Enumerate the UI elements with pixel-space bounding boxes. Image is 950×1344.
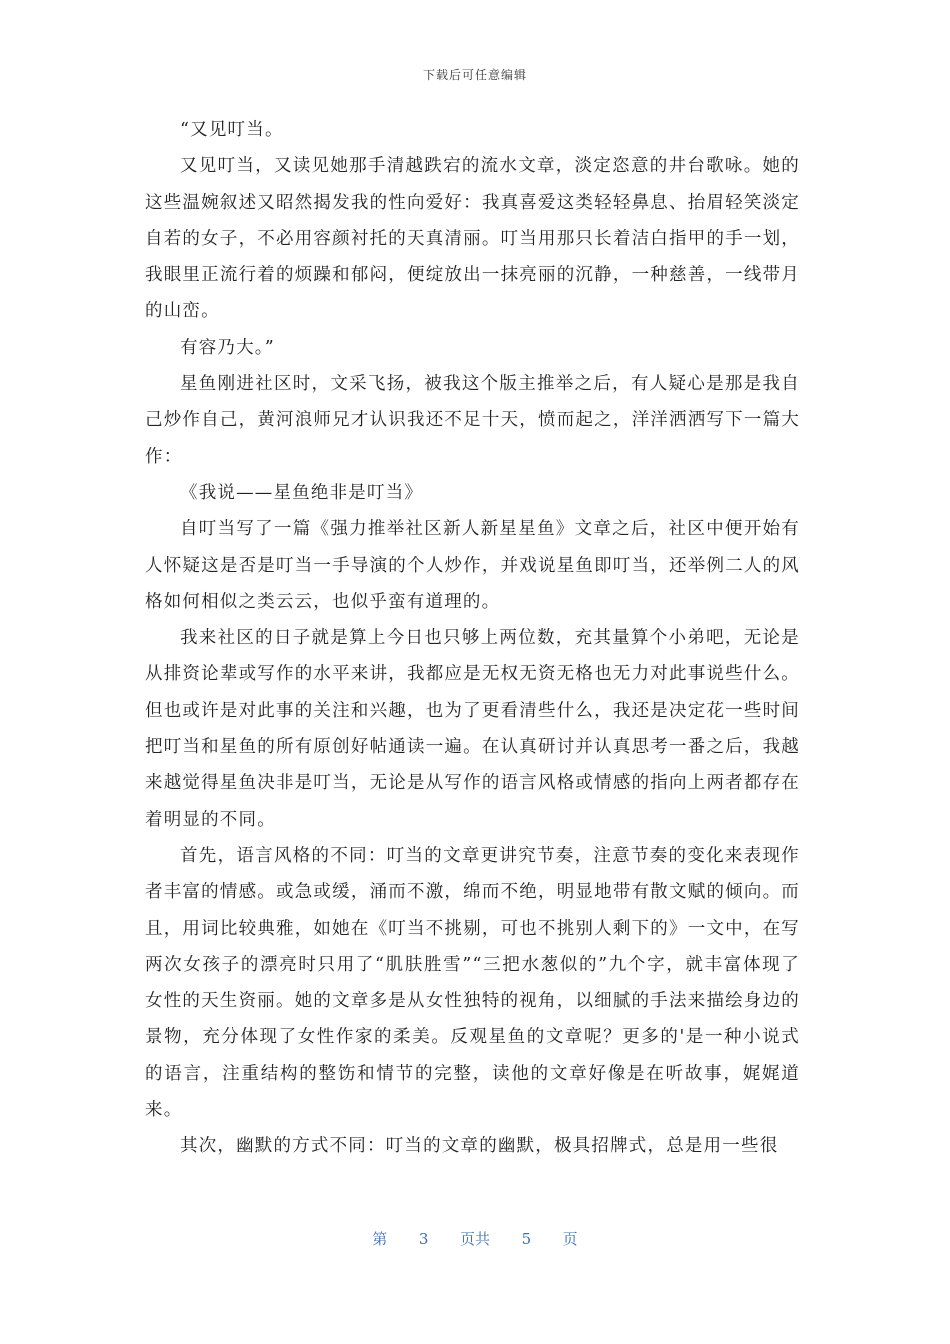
paragraph: 有容乃大。” — [180, 337, 275, 358]
paragraph: 其次，幽默的方式不同：叮当的文章的幽默，极具招牌式，总是用一些很 — [180, 1136, 779, 1157]
paragraph: 我来社区的日子就是算上今日也只够上两位数，充其量算个小弟吧，无论是从排资论辈或写作的水平来讲，我都应是无权无资无格也无力对此事说些什么。但也或许是对此事的关注和兴趣，也为了更看清些什么，我还是决定花一些时间把叮当和星鱼的所有原创好帖通读一遍。在认真研讨并认真思考一番之后，我越来越觉得星鱼决非是叮当，无论是从写作的语言风格或情感的指向上两者都存在着明显的不同。 — [145, 628, 800, 830]
article-title: 《我说——星鱼绝非是叮当》 — [180, 482, 424, 503]
footer-suffix: 页 — [562, 1230, 578, 1248]
document-body — [145, 112, 800, 1165]
total-pages-number: 5 — [521, 1230, 532, 1248]
paragraph: 自叮当写了一篇《强力推举社区新人新星星鱼》文章之后，社区中便开始有人怀疑这是否是叮当一手导演的个人炒作，并戏说星鱼即叮当，还举例二人的风格如何相似之类云云，也似乎蛮有道理的。 — [145, 519, 800, 612]
paragraph: “又见叮当。 — [180, 120, 284, 140]
footer-prefix: 第 — [372, 1230, 388, 1248]
paragraph: 首先，语言风格的不同：叮当的文章更讲究节奏，注意节奏的变化来表现作者丰富的情感。或急或缓，涌而不激，绵而不绝，明显地带有散文赋的倾向。而且，用词比较典雅，如她在《叮当不挑剔，可也不挑别人剩下的》一文中，在写两次女孩子的漂亮时只用了“肌肤胜雪”“三把水葱似的”九个字，就丰富体现了女性的天生资丽。她的文章多是从女性独特的视角，以细腻的手法来描绘身边的景物，充分体现了女性作家的柔美。反观星鱼的文章呢？更多的'是一种小说式的语言，注重结构的整饬和情节的完整，读他的文章好像是在听故事，娓娓道来。 — [145, 845, 800, 1121]
page-footer — [0, 1228, 950, 1249]
footer-middle: 页共 — [459, 1230, 490, 1248]
page-header: 下载后可任意编辑 — [422, 68, 527, 82]
current-page-number: 3 — [418, 1230, 429, 1248]
paragraph: 星鱼刚进社区时，文采飞扬，被我这个版主推举之后，有人疑心是那是我自己炒作自己，黄河浪师兄才认识我还不足十天，愤而起之，洋洋洒洒写下一篇大作： — [145, 374, 800, 467]
paragraph: 又见叮当，又读见她那手清越跌宕的流水文章，淡定恣意的井台歌咏。她的这些温婉叙述又昭然揭发我的性向爱好：我真喜爱这类轻轻鼻息、抬眉轻笑淡定自若的女子，不必用容颜衬托的天真清丽。叮当用那只长着洁白指甲的手一划，我眼里正流行着的烦躁和郁闷，便绽放出一抹亮丽的沉静，一种慈善，一线带月的山峦。 — [145, 156, 800, 322]
